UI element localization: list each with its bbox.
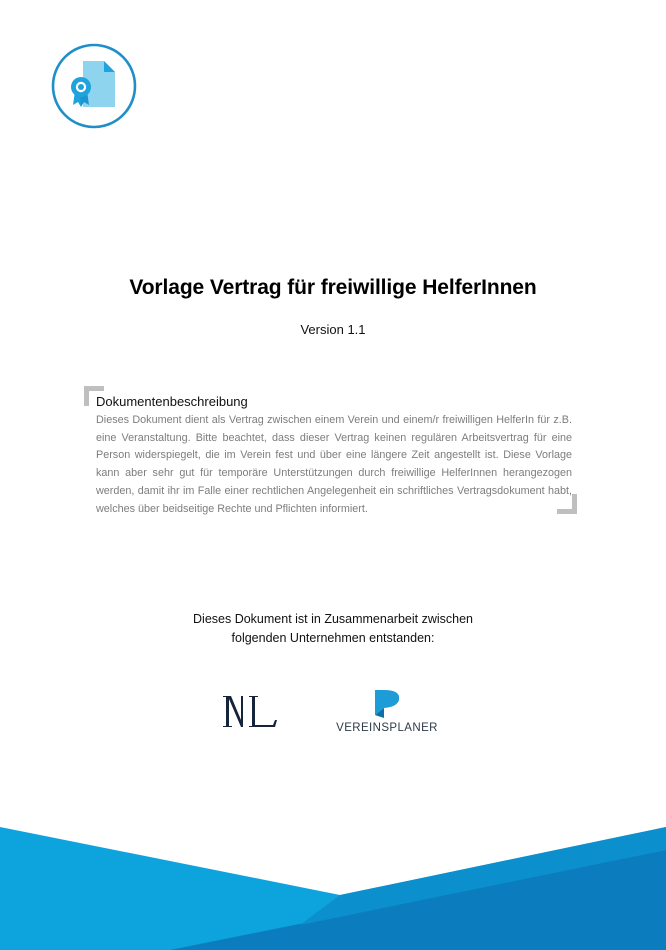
document-version: Version 1.1 xyxy=(300,322,366,337)
certificate-document-icon xyxy=(51,43,137,129)
description-body: Dieses Dokument dient als Vertrag zwischen einem Verein und einem/r freiwilligen HelferIn für z.B. eine Veranstaltung. Bitte beachtet, dass dieser Vertrag keinen regulären Arbeitsvertrag für eine Person widerspiegelt, die im Verein fest und über eine längere Zeit angestellt ist. Diese Vorlage kann aber sehr gut für temporäre Unterstützungen durch freiwillige HelferInnen herangezogen werden, damit ihr im Falle einer rechtlichen Angelegenheit ein schriftliches Vertragsdokument habt, welches über beidseitige Rechte und Pflichten informiert. xyxy=(96,414,572,515)
vereinsplaner-wordmark: VEREINSPLANER xyxy=(336,722,438,734)
collaboration-line-2: folgenden Unternehmen entstanden: xyxy=(231,631,435,645)
vereinsplaner-logo xyxy=(333,688,443,738)
bottom-wave-decoration xyxy=(0,800,666,950)
collaboration-line-1: Dieses Dokument ist in Zusammenarbeit zwischen xyxy=(193,612,473,626)
ml-logo xyxy=(221,693,281,729)
description-heading: Dokumentenbeschreibung xyxy=(96,394,248,409)
document-title: Vorlage Vertrag für freiwillige HelferInnen xyxy=(129,276,537,299)
collaboration-note xyxy=(0,610,666,648)
